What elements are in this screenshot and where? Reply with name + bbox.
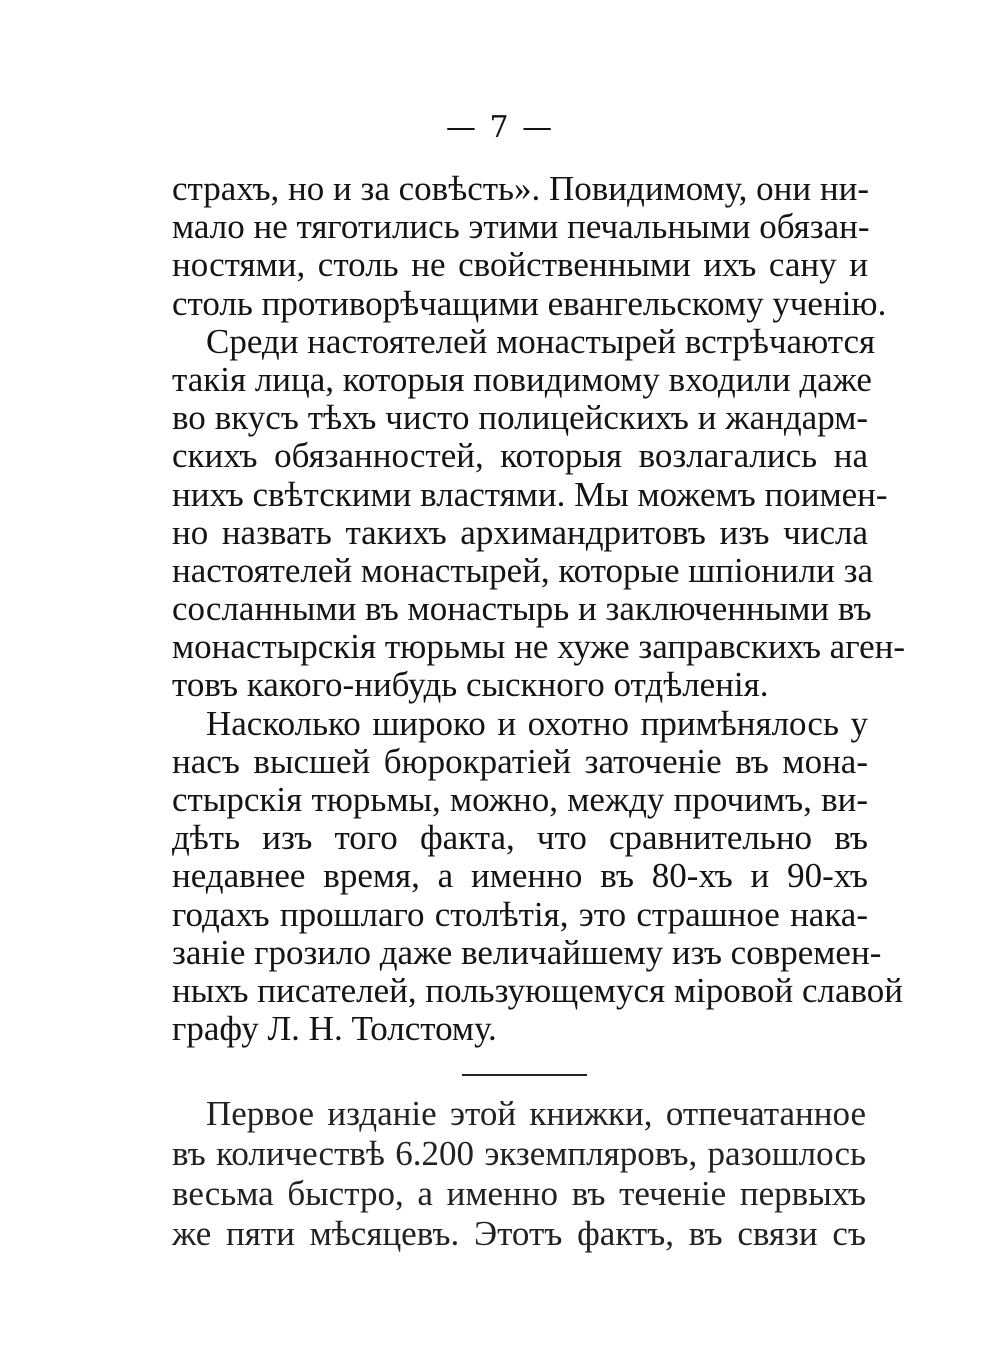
text-line: весьма быстро, а именно въ теченіе первыхъ	[172, 1174, 866, 1213]
text-line: годахъ прошлаго столѣтія, это страшное нака-	[172, 894, 868, 934]
note-text	[172, 1094, 866, 1254]
text-line: настоятелей монастырей, которые шпіонили за	[172, 550, 873, 590]
text-line: же пяти мѣсяцевъ. Этотъ фактъ, въ связи съ	[172, 1214, 866, 1253]
text-line: дѣть изъ того факта, что сравнительно въ	[172, 818, 868, 858]
text-line: такія лица, которыя повидимому входили даже	[172, 359, 872, 399]
text-line: товъ какого-нибудь сыскного отдѣленія.	[172, 665, 769, 705]
text-line: монастырскія тюрьмы не хуже заправскихъ аген-	[172, 627, 906, 667]
text-line: Среди настоятелей монастырей встрѣчаются	[206, 321, 876, 361]
text-line: Насколько широко и охотно примѣнялось у	[206, 703, 868, 743]
text-line: ныхъ писателей, пользующемуся міровой славой	[172, 970, 904, 1010]
text-line: въ количествѣ 6.200 экземпляровъ, разошлось	[172, 1134, 866, 1173]
text-line: во вкусъ тѣхъ чисто полицейскихъ и жандарм-	[172, 398, 868, 438]
text-line: столь противорѣчащими евангельскому ученію.	[172, 283, 887, 323]
text-line: графу Л. Н. Толстому.	[172, 1009, 497, 1049]
page-number: — 7 —	[445, 110, 555, 145]
text-line: недавнее время, а именно въ 80-хъ и 90-хъ	[172, 856, 868, 896]
main-text	[172, 169, 906, 1049]
text-line: страхъ, но и за совѣсть». Повидимому, они ни-	[172, 169, 870, 208]
text-line: ностями, столь не свойственными ихъ сану и	[172, 245, 868, 285]
text-line: Первое изданіе этой книжки, отпечатанное	[206, 1094, 866, 1133]
section-divider	[462, 1074, 587, 1076]
text-line: сосланными въ монастырь и заключенными въ	[172, 589, 872, 629]
text-line: скихъ обязанностей, которыя возлагались на	[172, 436, 868, 476]
text-line: стырскія тюрьмы, можно, между прочимъ, ви-	[172, 780, 868, 819]
text-line: мало не тяготились этими печальными обязан-	[172, 207, 870, 247]
text-line: насъ высшей бюрократіей заточеніе въ мона-	[172, 741, 868, 781]
text-line: нихъ свѣтскими властями. Мы можемъ поимен-	[172, 474, 888, 514]
text-line: но назвать такихъ архимандритовъ изъ числа	[172, 512, 868, 552]
text-line: заніе грозило даже величайшему изъ современ-	[172, 932, 882, 972]
